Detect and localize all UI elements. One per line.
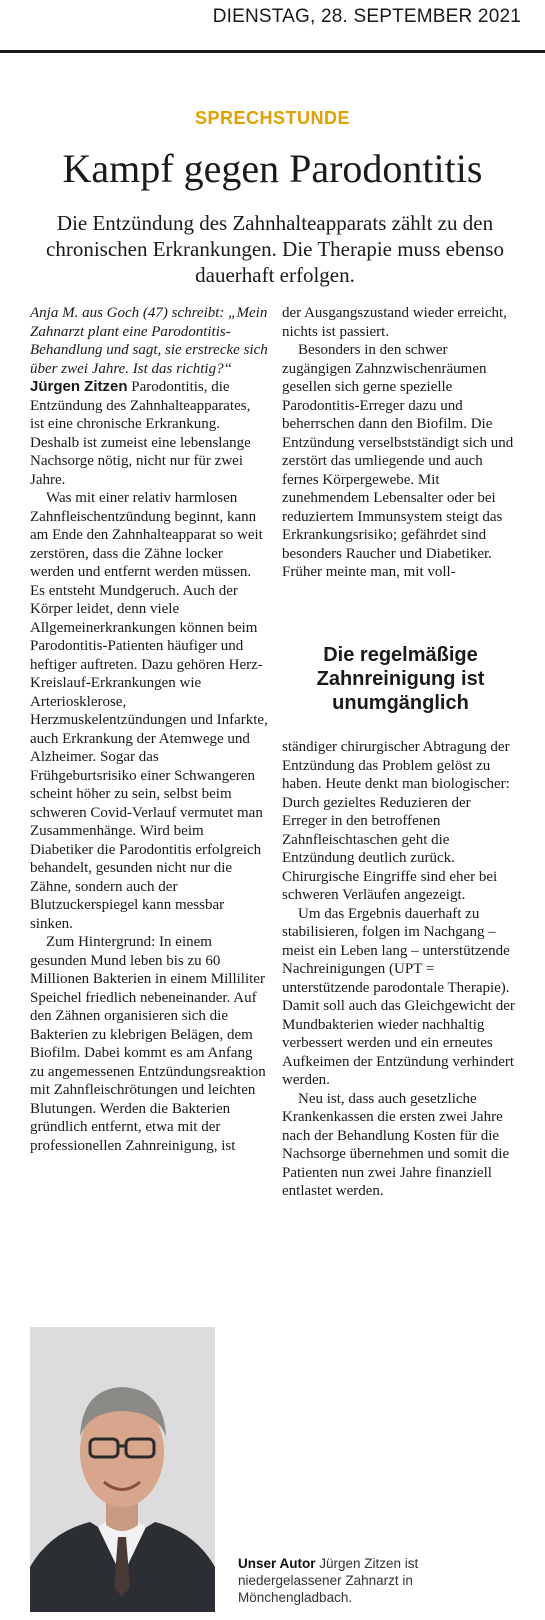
article-headline: Kampf gegen Parodontitis xyxy=(62,146,483,191)
caption-text: Jürgen Zitzen ist niedergelassener Zahnarzt in Mönchengladbach. xyxy=(238,1556,419,1605)
author-photo xyxy=(30,1327,215,1612)
paragraph: Besonders in den schwer zugängigen Zahnzwischenräumen gesellen sich gerne spezielle Parodontitis-Erreger dazu und beherrschen dann den Biofilm. Die Entzündung verselbstständigt sich und zerstört das umliegende und auch fernes Körpergewebe. Mit zunehmendem Lebensalter oder bei reduziertem Immunsystem steigt das Erkrankungsrisiko; gefährdet sind besonders Raucher und Diabetiker. Früher meinte man, mit voll- xyxy=(282,342,514,580)
answer-text: Parodontitis, die Entzündung des Zahnhalteapparates, ist eine chronische Erkrankung. Deshalb ist zumeist eine lebenslange Nachsorge nötig, nicht nur für zwei Jahre. xyxy=(30,379,251,488)
answer-author: Jürgen Zitzen xyxy=(30,378,128,395)
paragraph: Was mit einer relativ harmlosen Zahnfleischentzündung beginnt, kann am Ende den Zahnhalteapparat so weit zerstören, dass die Zähne locker werden und entfernt werden müssen. Es entsteht Mundgeruch. Auch der Körper leidet, denn viele Allgemeinerkrankungen können beim Parodontitis-Patienten häufiger und heftiger auftreten. Dazu gehören Herz-Kreislauf-Erkrankungen wie Arteriosklerose, Herzmuskelentzündungen und Infarkte, auch Erkrankung der Atemwege und Alzheimer. Sogar das Frühgeburtsrisiko einer Schwangeren scheint höher zu sein, selbst beim schweren Covid-Verlauf vermutet man Zusammenhänge. Wird beim Diabetiker die Parodontitis erfolgreich behandelt, gesunden nicht nur die Zähne, sondern auch der Blutzuckerspiegel kann messbar sinken. xyxy=(30,490,268,932)
answer-intro xyxy=(30,378,268,489)
paragraph: Um das Ergebnis dauerhaft zu stabilisieren, folgen im Nachgang – meist ein Leben lang – unterstützende Nachreinigungen (UPT = unterstützende parodontale Therapie). Damit soll auch das Gleichgewicht der Mundbakterien wieder nachhaltig verbessert werden und ein erneutes Aufkeimen der Entzündung verhindert werden. xyxy=(282,905,515,1088)
header-rule xyxy=(0,50,545,53)
pull-quote: Die regelmäßige Zahnreinigung ist unumgänglich xyxy=(316,644,485,714)
paragraph: Neu ist, dass auch gesetzliche Krankenkassen die ersten zwei Jahre nach der Behandlung Kosten für die Nachsorge übernehmen und somit die Patienten nun zwei Jahre finanziell entlastet werden. xyxy=(282,1090,510,1199)
caption-label: Unser Autor xyxy=(238,1556,316,1571)
column-1 xyxy=(30,304,268,1155)
author-portrait-illustration xyxy=(30,1327,215,1612)
section-kicker: SPRECHSTUNDE xyxy=(194,108,351,128)
column-2-top xyxy=(282,304,519,582)
photo-caption xyxy=(238,1555,523,1606)
reader-question: Anja M. aus Goch (47) schreibt: „Mein Zahnarzt plant eine Parodontitis-Behandlung und sagt, sie erstrecke sich über zwei Jahre. Ist das richtig?“ xyxy=(30,305,268,377)
paragraph: ständiger chirurgischer Abtragung der Entzündung das Problem gelöst zu haben. Heute denkt man biologischer: Durch gezieltes Reduzieren der Erreger in den betroffenen Zahnfleischtaschen geht die Entzündung deutlich zurück. Chirurgische Eingriffe sind eher bei schweren Verläufen angezeigt. xyxy=(282,739,510,903)
paragraph: der Ausgangszustand wieder erreicht, nichts ist passiert. xyxy=(282,305,507,340)
column-2-bottom xyxy=(282,738,519,1201)
paragraph: Zum Hintergrund: In einem gesunden Mund leben bis zu 60 Millionen Bakterien in einem Milliliter Speichel friedlich nebeneinander. Auf den Zähnen organisieren sich die Bakterien zu klebrigen Belägen, dem Biofilm. Dabei kommt es am Anfang zu angemessenen Entzündungsreaktion mit Zahnfleischrötungen und leichten Blutungen. Werden die Bakterien gründlich entfernt, etwa mit der professionellen Zahnreinigung, ist xyxy=(30,934,266,1154)
issue-date: DIENSTAG, 28. SEPTEMBER 2021 xyxy=(212,6,521,27)
article-lede: Die Entzündung des Zahnhalteapparats zählt zu den chronischen Erkrankungen. Die Therapie muss ebenso dauerhaft erfolgen. xyxy=(46,211,504,287)
